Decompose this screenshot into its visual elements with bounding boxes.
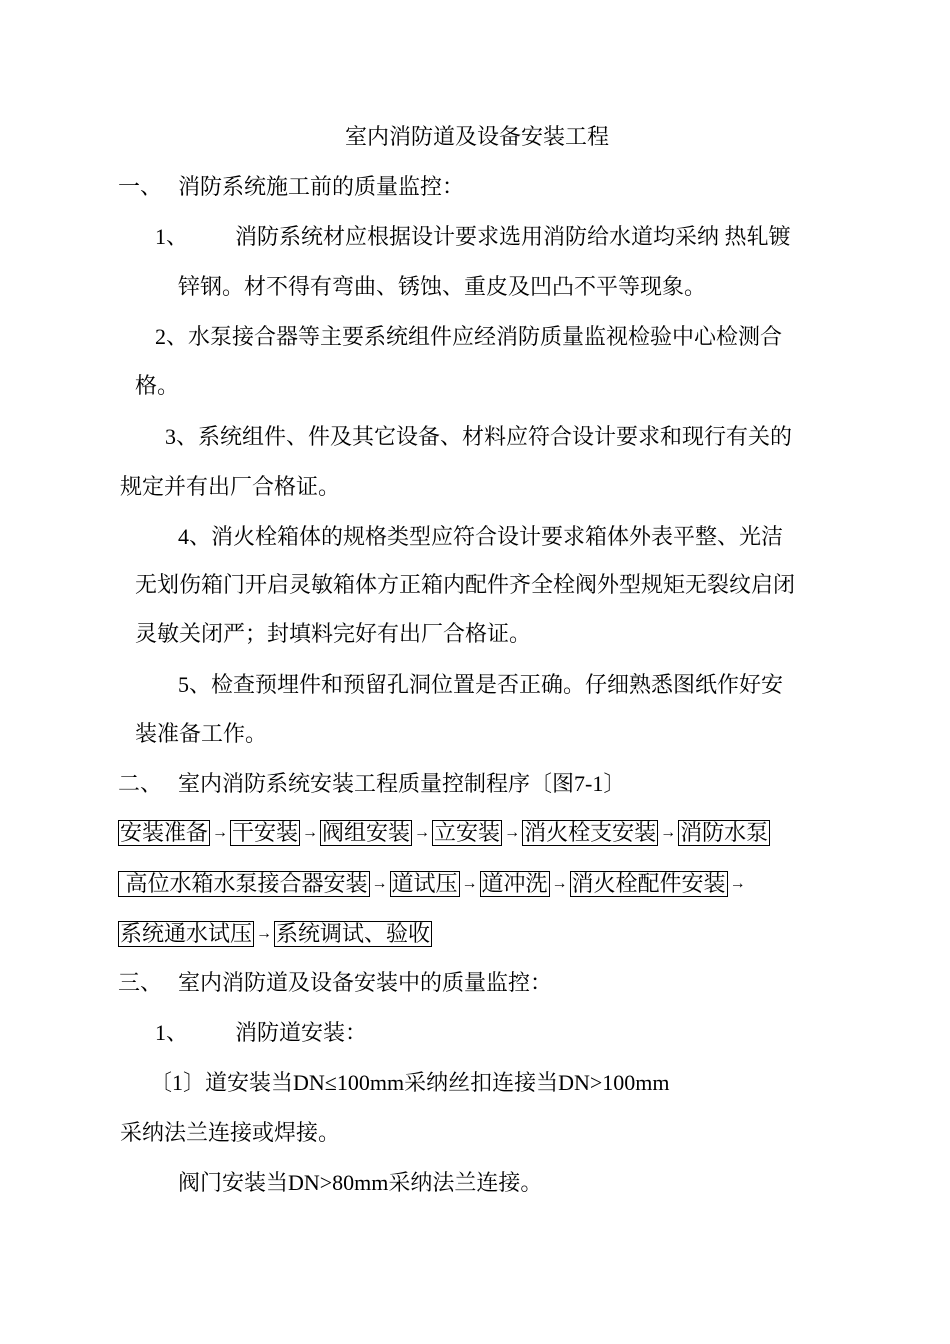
item-1-text: 消防系统材应根据设计要求选用消防给水道均采纳 热轧镀: [235, 224, 791, 249]
sub-item-1: 〔1〕道安装当DN≤100mm采纳丝扣连接当DN>100mm: [150, 1070, 670, 1095]
item-3-text: 3、系统组件、件及其它设备、材料应符合设计要求和现行有关的: [165, 424, 793, 449]
item-4-text: 4、消火栓箱体的规格类型应符合设计要求箱体外表平整、光洁: [178, 524, 784, 549]
section-1-heading: 消防系统施工前的质量监控：: [178, 174, 465, 199]
arrow-icon: →: [371, 875, 388, 892]
flow-step: 道试压: [391, 871, 458, 896]
flow-step: 干安装: [232, 820, 299, 845]
flow-step: 消火栓支安装: [524, 820, 657, 845]
arrow-icon: →: [660, 824, 677, 841]
flow-step: 消防水泵: [680, 820, 769, 845]
flow-step: 安装准备: [120, 820, 209, 845]
item-5-text: 5、检查预埋件和预留孔洞位置是否正确。仔细熟悉图纸作好安: [178, 672, 784, 697]
flow-step: 系统调试、验收: [276, 921, 431, 946]
section-3-number: 三、: [118, 970, 163, 995]
arrow-icon: →: [256, 925, 273, 942]
section-2-heading: 室内消防系统安装工程质量控制程序〔图7-1〕: [178, 771, 626, 796]
item-5-cont: 装准备工作。: [135, 721, 268, 746]
arrow-icon: →: [551, 875, 568, 892]
item-2-text: 2、水泵接合器等主要系统组件应经消防质量监视检验中心检测合: [155, 324, 783, 349]
flow-step: 阀组安装: [322, 820, 411, 845]
flow-row-2: [118, 871, 748, 897]
arrow-icon: →: [461, 875, 478, 892]
section-3-item-1-number: 1、: [155, 1020, 189, 1045]
section-1-number: 一、: [118, 174, 163, 199]
section-3-heading: 室内消防道及设备安装中的质量监控：: [178, 970, 553, 995]
sub-item-2: 阀门安装当DN>80mm采纳法兰连接。: [178, 1170, 543, 1195]
arrow-icon: →: [212, 824, 229, 841]
arrow-icon: →: [729, 875, 746, 892]
flow-step: 立安装: [434, 820, 501, 845]
item-4-cont-1: 无划伤箱门开启灵敏箱体方正箱内配件齐全栓阀外型规矩无裂纹启闭: [135, 572, 796, 597]
item-1-number: 1、: [155, 224, 189, 249]
section-3-item-1-text: 消防道安装：: [235, 1020, 368, 1045]
arrow-icon: →: [504, 824, 521, 841]
item-2-cont: 格。: [135, 373, 180, 398]
sub-item-1-cont: 采纳法兰连接或焊接。: [120, 1120, 341, 1145]
flow-step: 道冲洗: [481, 871, 548, 896]
document-title: 室内消防道及设备安装工程: [345, 124, 610, 149]
flow-step: 消火栓配件安装: [571, 871, 726, 896]
section-2-number: 二、: [118, 771, 163, 796]
flow-row-3: [118, 921, 432, 947]
item-1-cont: 锌钢。材不得有弯曲、锈蚀、重皮及凹凸不平等现象。: [178, 274, 707, 299]
flow-step: 高位水箱水泵接合器安装: [120, 871, 368, 896]
arrow-icon: →: [302, 824, 319, 841]
flow-step: 系统通水试压: [120, 921, 253, 946]
arrow-icon: →: [414, 824, 431, 841]
item-3-cont: 规定并有出厂合格证。: [120, 474, 341, 499]
item-4-cont-2: 灵敏关闭严；封填料完好有出厂合格证。: [135, 621, 532, 646]
flow-row-1: [118, 820, 770, 846]
